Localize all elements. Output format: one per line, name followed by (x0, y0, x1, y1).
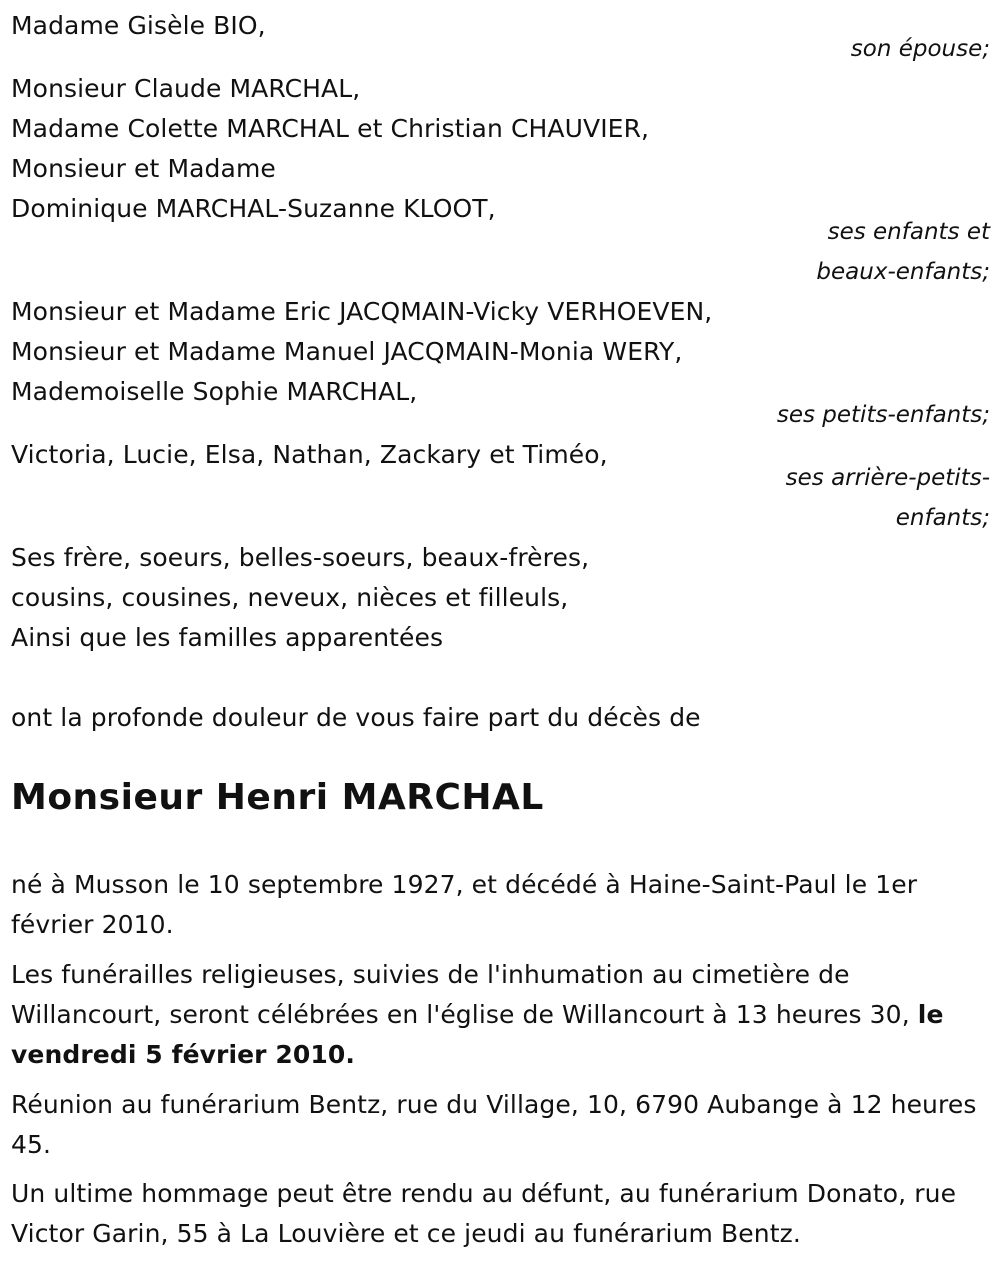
announcement-text: ont la profonde douleur de vous faire part du décès de (11, 703, 701, 732)
child-line: Monsieur Claude MARCHAL, (11, 74, 361, 103)
grandchildren-role: ses petits-enfants; (776, 402, 990, 428)
relatives-line: Ainsi que les familles apparentées (11, 623, 444, 652)
child-line: Madame Colette MARCHAL et Christian CHAUVIER, (11, 114, 650, 143)
relatives-line: Ses frère, soeurs, belles-soeurs, beaux-frères, (11, 543, 590, 572)
great-grandchildren-role: ses arrière-petits- (785, 465, 990, 491)
funeral-date: le vendredi 5 février 2010. (11, 1000, 944, 1069)
relatives-line: cousins, cousines, neveux, nièces et filleuls, (11, 583, 569, 612)
great-grandchildren-line: Victoria, Lucie, Elsa, Nathan, Zackary et Timéo, (11, 440, 608, 469)
funeral-text: Les funérailles religieuses, suivies de l'inhumation au cimetière de Willancourt, seront célébrées en l'église de Willancourt à 13 heures 30, (11, 960, 918, 1029)
spouse-name: Madame Gisèle BIO, (11, 11, 266, 40)
meeting-paragraph: Réunion au funérarium Bentz, rue du Village, 10, 6790 Aubange à 12 heures 45. (11, 1090, 977, 1159)
grandchild-line: Monsieur et Madame Eric JACQMAIN-Vicky VERHOEVEN, (11, 297, 713, 326)
deceased-name: Monsieur Henri MARCHAL (11, 777, 544, 818)
great-grandchildren-role-cont: enfants; (895, 505, 990, 531)
funeral-paragraph (11, 955, 993, 1075)
child-line: Monsieur et Madame (11, 154, 276, 183)
child-line: Dominique MARCHAL-Suzanne KLOOT, (11, 194, 496, 223)
grandchild-line: Monsieur et Madame Manuel JACQMAIN-Monia WERY, (11, 337, 683, 366)
tribute-paragraph: Un ultime hommage peut être rendu au défunt, au funérarium Donato, rue Victor Garin, 55 à La Louvière et ce jeudi au funérarium Bentz. (11, 1179, 957, 1248)
grandchild-line: Mademoiselle Sophie MARCHAL, (11, 377, 418, 406)
children-role: ses enfants et (827, 219, 990, 245)
birth-death-paragraph: né à Musson le 10 septembre 1927, et décédé à Haine-Saint-Paul le 1er février 2010. (11, 870, 918, 939)
children-role-cont: beaux-enfants; (816, 259, 990, 285)
spouse-role: son épouse; (850, 36, 990, 62)
